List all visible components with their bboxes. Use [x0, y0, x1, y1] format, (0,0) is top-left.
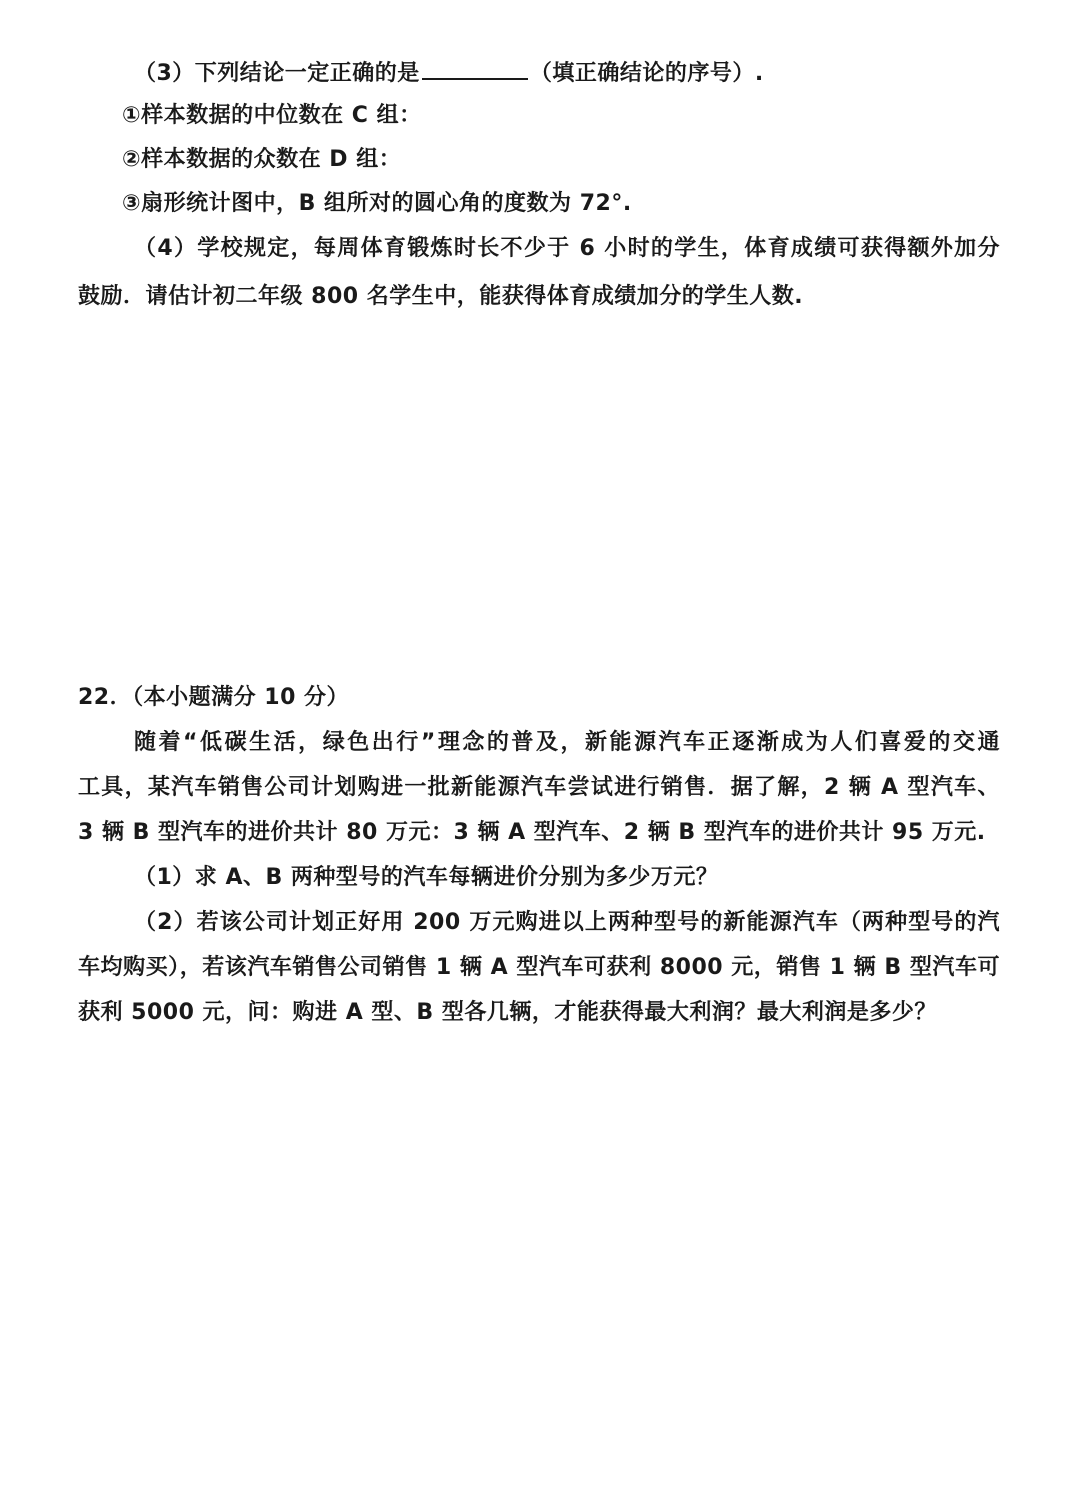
q22-part1: （1）求 A、B 两种型号的汽车每辆进价分别为多少万元？: [134, 865, 719, 890]
q21-option-2: ②样本数据的众数在 D 组：: [122, 147, 402, 172]
q21-part3-prefix: （3）下列结论一定正确的是: [134, 61, 420, 86]
q22-header: 22．（本小题满分 10 分）: [78, 685, 350, 710]
q22-para-text2: 工具，某汽车销售公司计划购进一批新能源汽车尝试进行销售．据了解，2 辆 A 型汽车、: [78, 775, 1000, 800]
q21-option-3: ③扇形统计图中，B 组所对的圆心角的度数为 72°.: [122, 191, 632, 216]
q21-part3-suffix: （填正确结论的序号）.: [529, 61, 764, 86]
q21-part4-line1: [134, 234, 1000, 264]
answer-blank: [422, 56, 528, 80]
q21-part4-line2: 鼓励．请估计初二年级 800 名学生中，能获得体育成绩加分的学生人数.: [78, 284, 804, 309]
q21-part4-text1: （4）学校规定，每周体育锻炼时长不少于 6 小时的学生，体育成绩可获得额外加分: [134, 236, 1000, 261]
q22-para-text1: 随着“低碳生活，绿色出行”理念的普及，新能源汽车正逐渐成为人们喜爱的交通: [134, 730, 1000, 755]
q22-part2-line2: [78, 953, 1000, 983]
q22-part2-text2: 车均购买），若该汽车销售公司销售 1 辆 A 型汽车可获利 8000 元，销售 1 辆 B 型汽车可: [78, 955, 1000, 980]
q22-part2-line3: 获利 5000 元，问：购进 A 型、B 型各几辆，才能获得最大利润？最大利润是多少？: [78, 1000, 937, 1025]
q22-part2-text1: （2）若该公司计划正好用 200 万元购进以上两种型号的新能源汽车（两种型号的汽: [134, 910, 1000, 935]
q21-option-1: ①样本数据的中位数在 C 组：: [122, 103, 422, 128]
q22-para-line2: [78, 773, 1000, 803]
q21-part3-line: [134, 56, 764, 89]
q22-part2-line1: [134, 908, 1000, 938]
q22-para-line3: 3 辆 B 型汽车的进价共计 80 万元：3 辆 A 型汽车、2 辆 B 型汽车的进价共计 95 万元.: [78, 820, 986, 845]
q22-para-line1: [134, 728, 1000, 758]
